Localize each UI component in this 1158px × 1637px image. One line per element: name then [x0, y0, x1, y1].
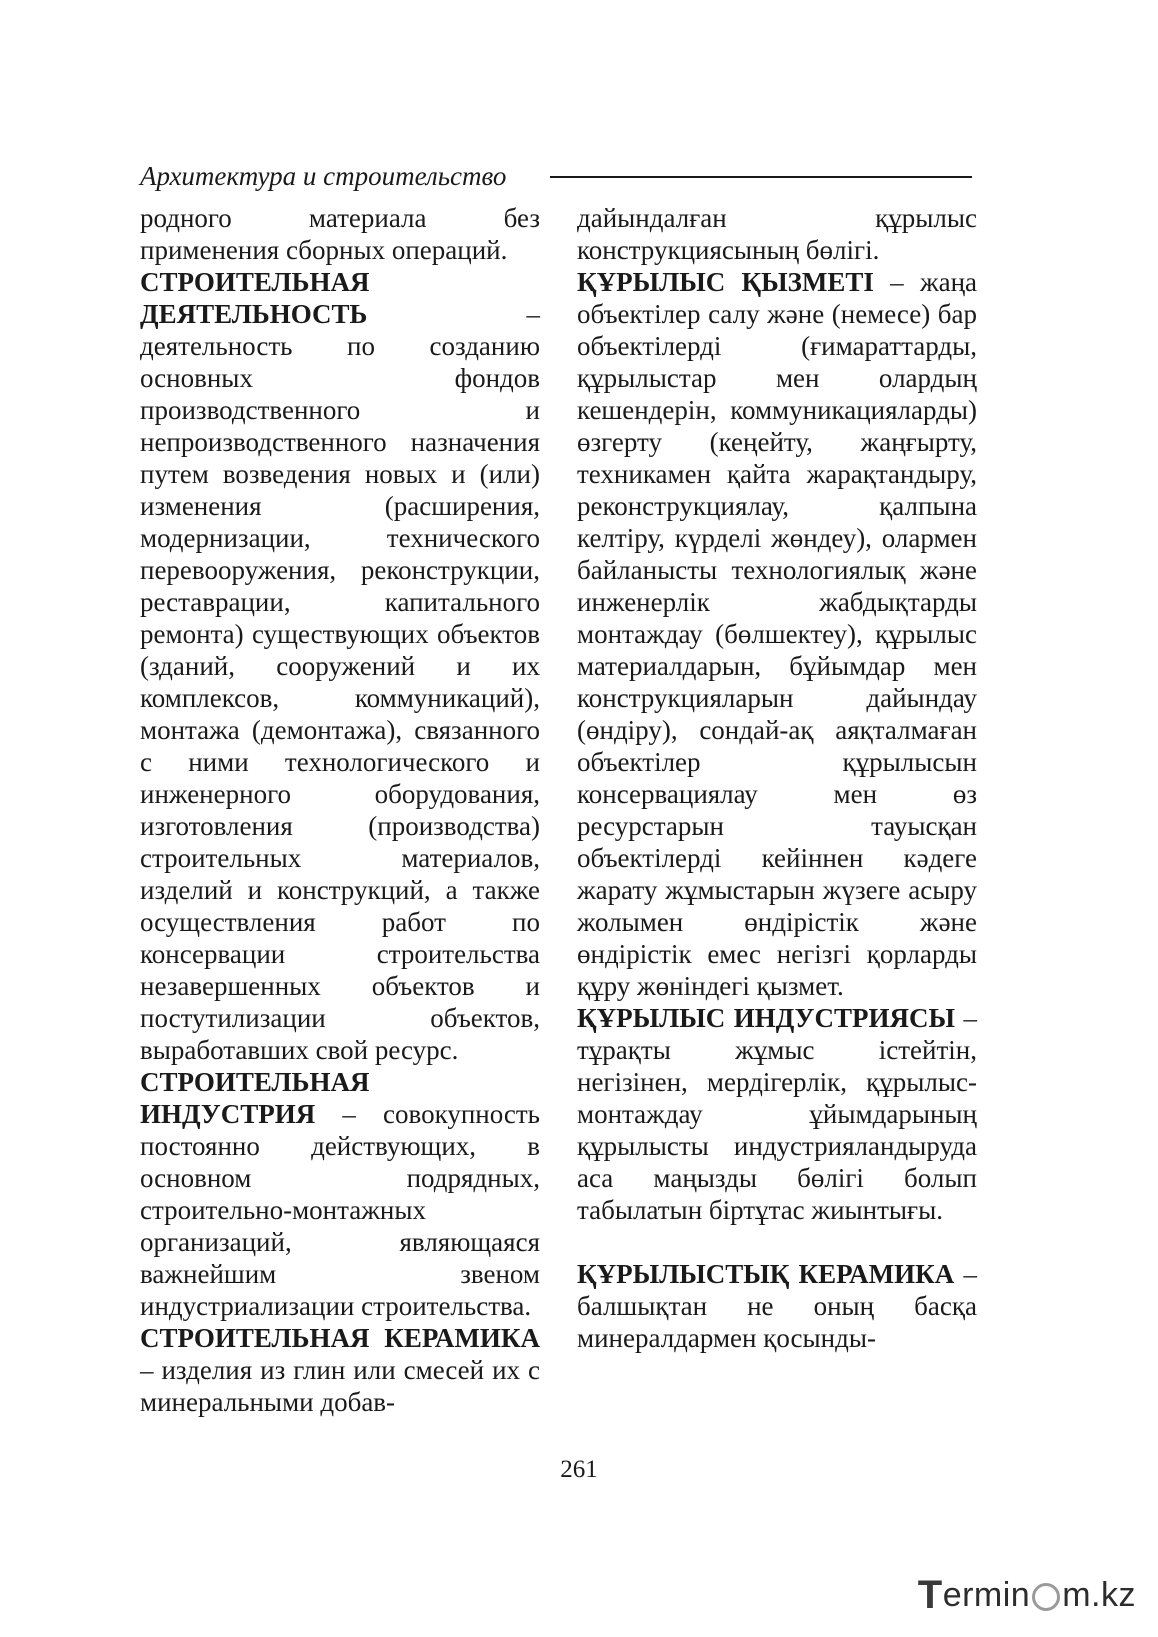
- header-title: Архитектура и строительство: [140, 161, 507, 191]
- entry-term: СТРОИТЕЛЬНАЯ КЕРАМИКА: [140, 1323, 540, 1353]
- continuation-text: родного материала без применения сборных операций.: [140, 203, 540, 265]
- entry-definition: – совокупность постоянно действующих, в основном подрядных, строительно-монтажных организаций, являющаяся важнейшим звеном индустриализации строительства.: [140, 1099, 540, 1321]
- entry-term: СТРОИТЕЛЬНАЯ ДЕЯТЕЛЬНОСТЬ: [140, 267, 370, 329]
- entry-definition: – деятельность по созданию основных фондов производственного и непроизводственного назначения путем возведения новых и (или) изменения (расширения, модернизации, технического перевооружения, реконструкции, реставрации, капитального ремонта) существующих объектов (зданий, сооружений и их комплексов, коммуникаций), монтажа (демонтажа), связанного с ними технологического и инженерного оборудования, изготовления (производства) строительных материалов, изделий и конструкций, а также осуществления работ по консервации строительства незавершенных объектов и постутилизации объектов, выработавших свой ресурс.: [140, 299, 540, 1065]
- running-header: [140, 156, 972, 196]
- entry-definition: – жаңа объектілер салу және (немесе) бар объектілерді (ғимараттарды, құрылыстар мен олардың кешендерін, коммуникацияларды) өзгерту (кеңейту, жаңғырту, техникамен қайта жарақтандыру, реконструкциялау, қалпына келтіру, күрделі жөндеу), олармен байланысты технологиялық және инженерлік жабдықтарды монтаждау (бөлшектеу), құрылыс материалдарын, бұйымдар мен конструкцияларын дайындау (өндіру), сондай-ақ аяқталмаған объектілер құрылысын консервациялау мен өз ресурстарын тауысқан объектілерді кейіннен кәдеге жарату жұмыстарын жүзеге асыру жолымен өндірістік және өндірістік емес негізгі қорларды құру жөніндегі қызмет.: [577, 267, 978, 1001]
- dictionary-entry: [140, 1066, 540, 1322]
- entry-term: ҚҰРЫЛЫС ҚЫЗМЕТІ: [577, 267, 874, 297]
- termincom-watermark: [918, 1571, 1136, 1619]
- header-rule: [550, 176, 972, 178]
- watermark-prefix: T: [917, 1572, 943, 1617]
- dictionary-entry: [140, 1322, 540, 1418]
- entry-term: СТРОИТЕЛЬНАЯ ИНДУСТРИЯ: [140, 1067, 370, 1129]
- right-column: [577, 202, 977, 1354]
- entry-definition: – изделия из глин или смесей их с минеральными добав-: [140, 1355, 540, 1417]
- entry-spacer: [577, 1226, 977, 1258]
- watermark-text-2: m.kz: [1062, 1575, 1136, 1614]
- dictionary-entry: [577, 1002, 977, 1226]
- entry-term: ҚҰРЫЛЫСТЫҚ КЕРАМИКА: [577, 1259, 955, 1289]
- entry-definition: – тұрақты жұмыс істейтін, негізінен, мердігерлік, құрылыс-монтаждау ұйымдарының құрылысты индустрияландыруда аса маңызды бөлігі болып табылатын біртұтас жиынтығы.: [577, 1003, 977, 1225]
- entry-definition: – балшықтан не оның басқа минералдармен қосынды-: [577, 1259, 977, 1353]
- watermark-text-1: ermin: [942, 1575, 1031, 1614]
- dictionary-entry: [577, 266, 977, 1002]
- magnifier-icon: [1032, 1583, 1060, 1611]
- dictionary-entry: [140, 266, 540, 1066]
- page-number: 261: [560, 1456, 598, 1483]
- left-column: [140, 202, 540, 1418]
- dictionary-entry: [577, 1258, 977, 1354]
- entry-term: ҚҰРЫЛЫС ИНДУСТРИЯСЫ: [577, 1003, 955, 1033]
- continuation-text: дайындалған құрылыс конструкциясының бөлігі.: [577, 203, 977, 265]
